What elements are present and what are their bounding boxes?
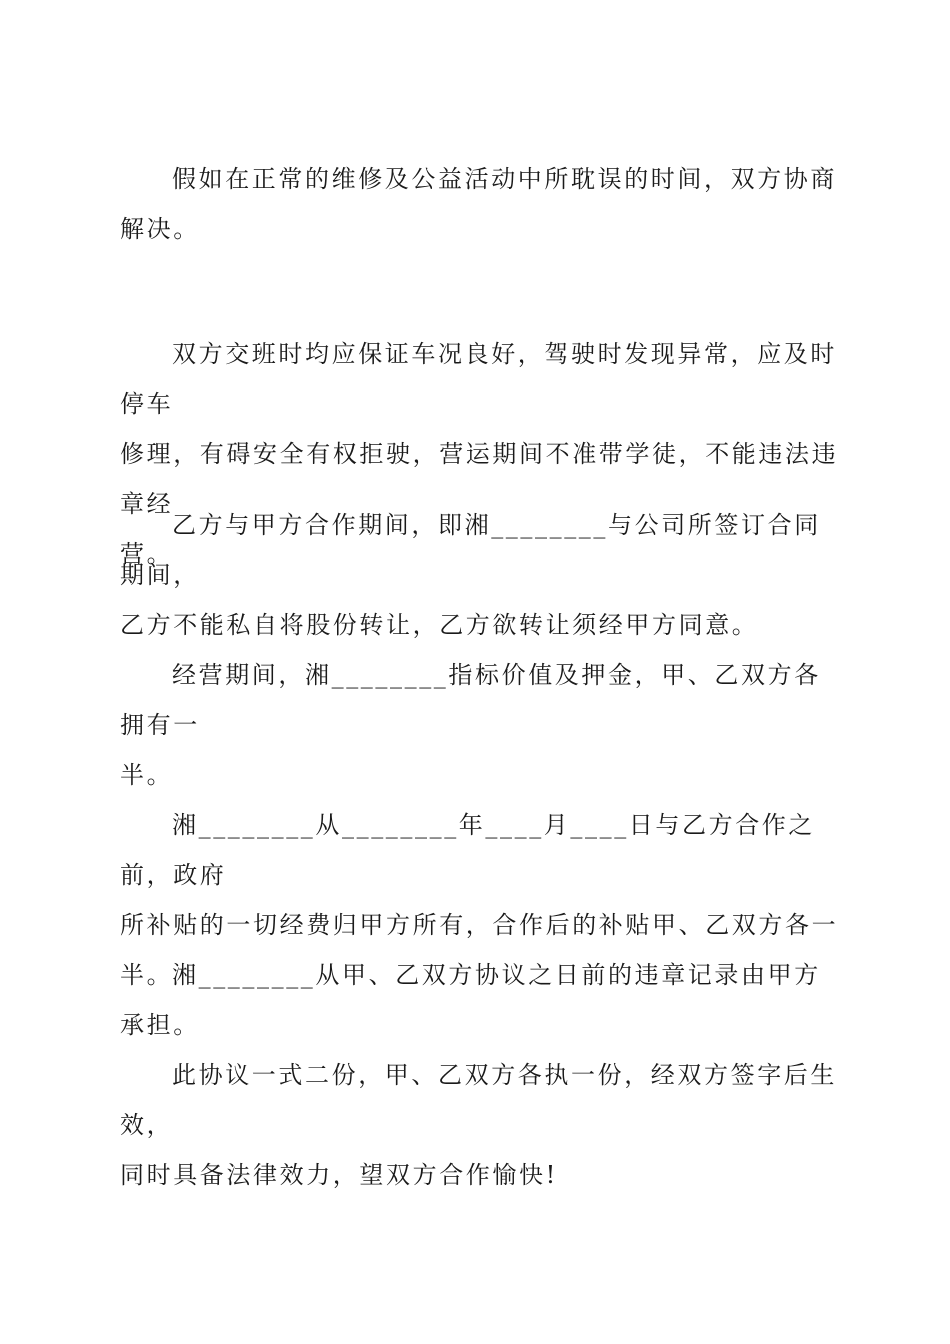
paragraph-agreement-copies: [120, 1050, 840, 1200]
paragraph-line: 所补贴的一切经费归甲方所有，合作后的补贴甲、乙双方各一半。: [120, 911, 839, 989]
paragraph-operating-period: [120, 650, 840, 800]
paragraph-line: 假如在正常的维修及公益活动中所耽误的时间，双方协商解决。: [120, 165, 837, 243]
paragraph-line: 营。: [120, 540, 174, 568]
paragraph-line: 同时具备法律效力，望双方合作愉快!: [120, 1161, 558, 1189]
paragraph-line: 经营期间，湘________指标价值及押金，甲、乙双方各拥有一: [120, 661, 821, 739]
paragraph-line: 此协议一式二份，甲、乙双方各执一份，经双方签字后生效，: [120, 1061, 837, 1139]
paragraph-violation-record: [120, 950, 840, 1050]
paragraph-line: 半。: [120, 761, 174, 789]
paragraph-line: 乙方与甲方合作期间，即湘________与公司所签订合同期间，: [120, 511, 821, 589]
paragraph-line: 湘________从________年____月____日与乙方合作之前，政府: [120, 811, 815, 889]
paragraph-line: 湘________从甲、乙双方协议之日前的违章记录由甲方承担。: [120, 961, 821, 1039]
paragraph-line: 修理，有碍安全有权拒驶，营运期间不准带学徒，不能违法违章经: [120, 440, 839, 518]
paragraph-line: 乙方不能私自将股份转让，乙方欲转让须经甲方同意。: [120, 611, 759, 639]
paragraph-share-transfer: [120, 500, 840, 650]
paragraph-maintenance-time: [120, 154, 840, 254]
paragraph-line: 双方交班时均应保证车况良好，驾驶时发现异常，应及时停车: [120, 340, 837, 418]
